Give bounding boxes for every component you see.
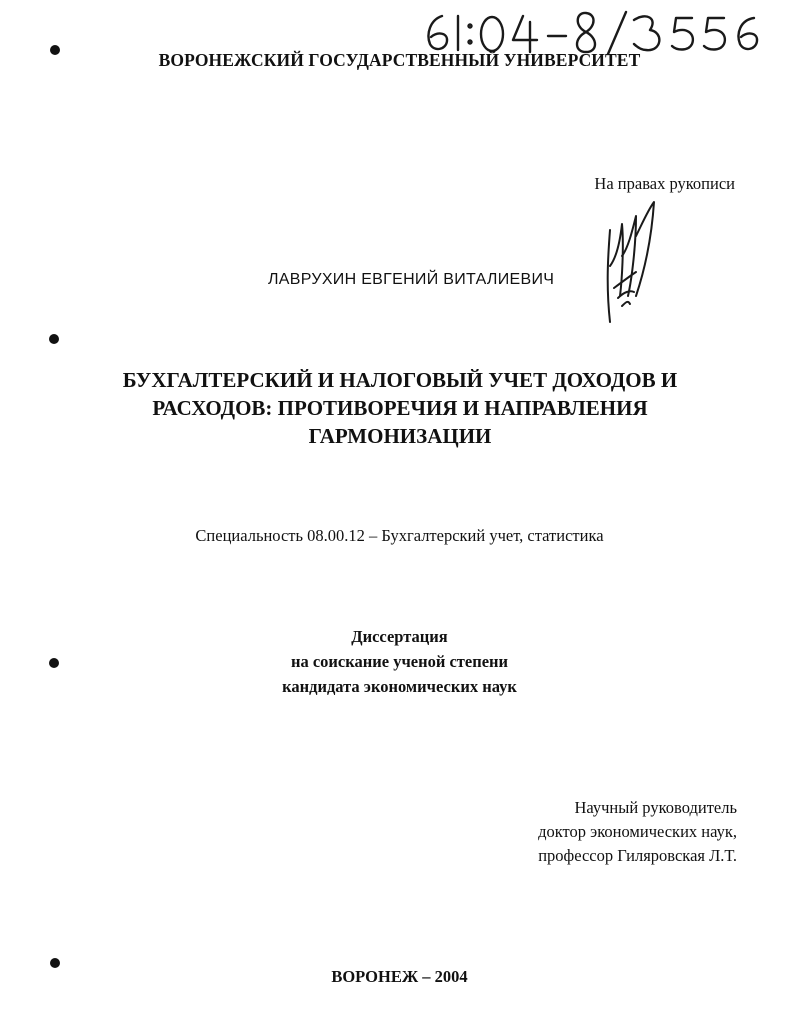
advisor-name: профессор Гиляровская Л.Т. — [538, 846, 737, 865]
specialty-line: Специальность 08.00.12 – Бухгалтерский учет, статистика — [195, 526, 604, 545]
author-signature-drawing — [592, 196, 664, 328]
title-line-1: БУХГАЛТЕРСКИЙ И НАЛОГОВЫЙ УЧЕТ ДОХОДОВ И — [122, 368, 678, 392]
author-signature — [592, 196, 664, 328]
dissertation-degree-block — [0, 624, 799, 699]
manuscript-rights-note: На правах рукописи — [594, 174, 735, 193]
university-name: ВОРОНЕЖСКИЙ ГОСУДАРСТВЕННЫЙ УНИВЕРСИТЕТ — [158, 50, 641, 70]
advisor-degree: доктор экономических наук, — [538, 822, 737, 841]
title-line-2: РАСХОДОВ: ПРОТИВОРЕЧИЯ И НАПРАВЛЕНИЯ — [152, 396, 648, 420]
scientific-advisor-block — [538, 796, 737, 868]
degree-purpose: на соискание ученой степени — [290, 652, 509, 671]
advisor-role: Научный руководитель — [574, 798, 737, 817]
dissertation-title — [120, 366, 680, 450]
title-line-3: ГАРМОНИЗАЦИИ — [308, 424, 492, 448]
degree-name: кандидата экономических наук — [282, 677, 517, 696]
author-name: ЛАВРУХИН ЕВГЕНИЙ ВИТАЛИЕВИЧ — [268, 271, 555, 288]
dissertation-label: Диссертация — [351, 627, 448, 646]
binding-hole-2 — [49, 334, 59, 344]
city-and-year: ВОРОНЕЖ – 2004 — [331, 967, 468, 986]
